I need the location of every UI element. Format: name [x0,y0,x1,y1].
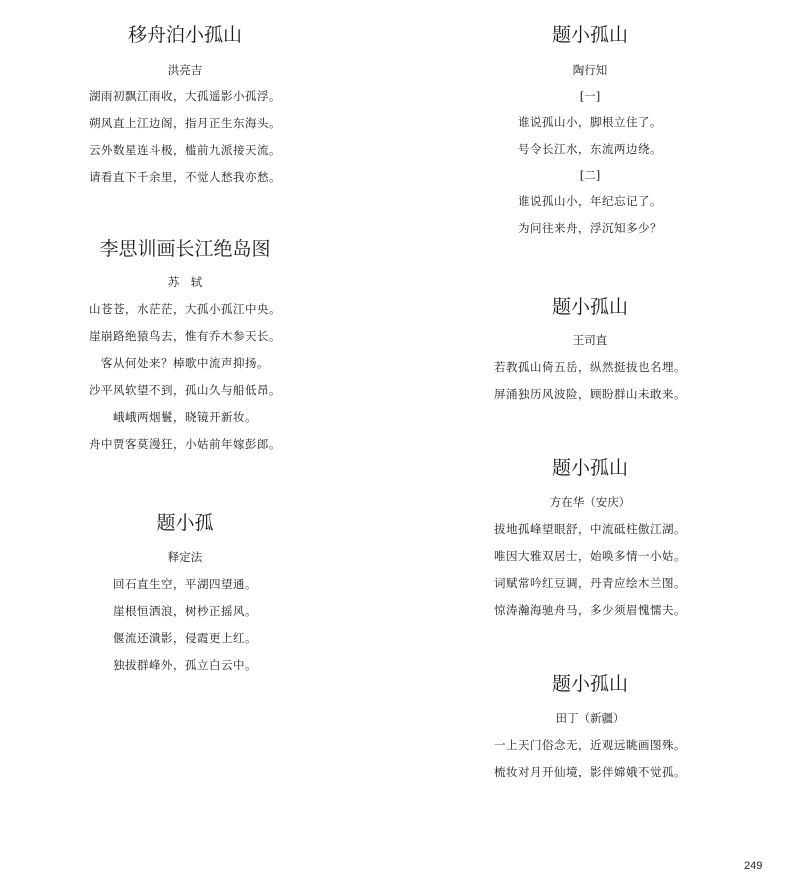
poem-line: 唯因大雅双居士，始唤多情一小姑。 [494,549,686,563]
poem-line: 朔风直上江边阁，指月正生东海头。 [89,116,281,130]
poem-body [440,737,740,780]
section-label: [一] [579,89,601,103]
poem [440,295,740,402]
poem-title: 题小孤山 [551,457,628,479]
poem-line: 拔地孤峰望眼舒，中流砥柱傲江湖。 [494,522,686,536]
poem-line: 湖雨初飘江雨收，大孤遥影小孤浮。 [89,89,281,103]
poem-line: 谁说孤山小，脚根立住了。 [518,115,662,129]
poem [440,456,740,618]
poem-line: 回石直生空，平湖四望通。 [113,577,257,591]
poem-author: 田丁（新疆） [555,711,625,725]
poem-line: 一上天门俗念无，近观远眺画图殊。 [494,738,686,752]
poem-body [40,88,330,185]
poem-line: 山苍苍，水茫茫，大孤小孤江中央。 [89,302,281,316]
poem-title: 李思训画长江绝岛图 [99,238,271,260]
poem-author: 陶行知 [572,63,608,77]
poem [440,23,740,236]
poem-line: 偃流还潰影，侵霞更上红。 [113,631,257,645]
poem-line: 舟中贾客莫漫狂，小姑前年嫁彭郎。 [89,437,281,451]
poem-line: 号令长江水，东流两边绕。 [518,142,662,156]
poem-title: 题小孤山 [551,673,628,695]
poem-line: 沙平风软望不到，孤山久与船低昂。 [89,383,281,397]
page-number: 249 [744,860,763,872]
poem [40,511,330,673]
poem-line: 为问往来舟，浮沉知多少？ [518,221,662,235]
poem-line: 崖崩路绝猿鸟去，惟有乔木参天长。 [89,329,281,343]
poem-author: 方在华（安庆） [549,495,631,509]
poem-line: 独拔群峰外，孤立白云中。 [113,658,257,672]
poem-line: 谁说孤山小，年纪忘记了。 [518,194,662,208]
poem-line: 崖根恒洒浪，树杪正摇风。 [113,604,257,618]
poem-author: 洪亮吉 [167,63,203,77]
poem-line: 若教孤山倚五岳，纵然挺拔也名埋。 [494,360,686,374]
poem-title: 题小孤 [156,512,214,534]
poem [40,23,330,185]
poem-title: 移舟泊小孤山 [127,24,242,46]
poem-line: 峨峨两烟鬟，晓镜开新妆。 [113,410,257,424]
poem-line: 屏涌独历风波险，顾盼群山未敢来。 [494,387,686,401]
poem-author: 王司直 [572,333,608,347]
poem-title: 题小孤山 [551,296,628,318]
poem-line: 客从何处来？棹歌中流声抑扬。 [101,356,269,370]
poem [440,672,740,780]
poem-line: 惊涛瀚海驰舟马，多少须眉愧懦夫。 [494,603,686,617]
poem [40,237,330,452]
poem-line: 梳妆对月开仙境，影伴嫦娥不觉孤。 [494,765,686,779]
poem-line: 请看直下千余里，不觉人愁我亦愁。 [89,170,281,184]
section-label: [二] [579,168,601,182]
poem-body [40,301,330,452]
poem-line: 词赋常吟红豆调，丹青应绘木兰图。 [494,576,686,590]
poem-body [440,521,740,618]
poem-author: 苏 轼 [167,275,203,289]
poem-body [440,359,740,402]
poem-line: 云外数星连斗极，槛前九派接天流。 [89,143,281,157]
poem-body [40,576,330,673]
poem-title: 题小孤山 [551,24,628,46]
poem-author: 释定法 [167,550,203,564]
